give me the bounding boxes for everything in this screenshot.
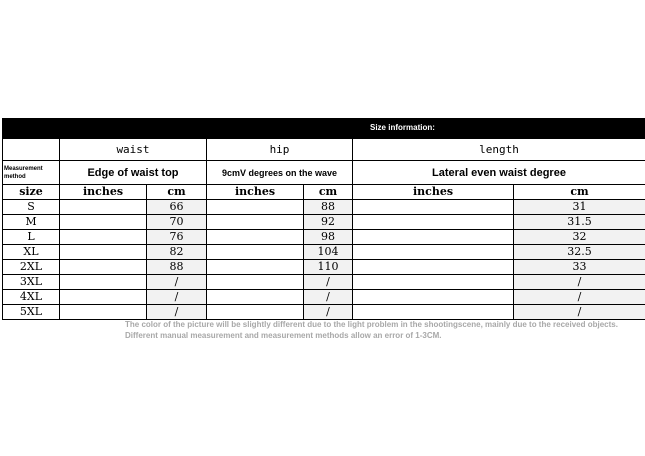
hip-inches-cell: [207, 260, 304, 275]
hip-cm-cell: 104: [304, 245, 353, 260]
length-inches-cell: [353, 215, 514, 230]
length-inches-cell: [353, 275, 514, 290]
subheader-waist-inches: inches: [60, 185, 147, 200]
measurement-method-label: Measurement method: [3, 161, 60, 185]
length-cm-cell: /: [514, 305, 645, 320]
size-info-bar: [2, 118, 645, 138]
method-row: [3, 161, 645, 185]
hip-cm-cell: 92: [304, 215, 353, 230]
table-row: [3, 245, 645, 260]
row-size: 2XL: [3, 260, 60, 275]
method-waist: Edge of waist top: [60, 161, 207, 185]
subheader-size: size: [3, 185, 60, 200]
row-size: XL: [3, 245, 60, 260]
length-inches-cell: [353, 200, 514, 215]
length-cm-cell: 31: [514, 200, 645, 215]
length-cm-cell: /: [514, 290, 645, 305]
hip-cm-cell: 110: [304, 260, 353, 275]
waist-inches-cell: [60, 230, 147, 245]
hip-cm-cell: /: [304, 275, 353, 290]
row-size: L: [3, 230, 60, 245]
waist-cm-cell: 76: [147, 230, 207, 245]
header-hip: hip: [207, 139, 353, 161]
waist-inches-cell: [60, 290, 147, 305]
hip-inches-cell: [207, 230, 304, 245]
row-size: 3XL: [3, 275, 60, 290]
row-size: 4XL: [3, 290, 60, 305]
table-row: [3, 305, 645, 320]
table-row: [3, 230, 645, 245]
table-row: [3, 200, 645, 215]
subheader-length-inches: inches: [353, 185, 514, 200]
length-cm-cell: 32: [514, 230, 645, 245]
subheader-hip-cm: cm: [304, 185, 353, 200]
subheader-row: [3, 185, 645, 200]
waist-inches-cell: [60, 260, 147, 275]
method-length: Lateral even waist degree: [353, 161, 645, 185]
waist-cm-cell: 70: [147, 215, 207, 230]
waist-cm-cell: /: [147, 305, 207, 320]
waist-cm-cell: 88: [147, 260, 207, 275]
waist-inches-cell: [60, 305, 147, 320]
length-inches-cell: [353, 305, 514, 320]
hip-cm-cell: /: [304, 305, 353, 320]
waist-cm-cell: 82: [147, 245, 207, 260]
hip-inches-cell: [207, 290, 304, 305]
subheader-length-cm: cm: [514, 185, 645, 200]
waist-inches-cell: [60, 245, 147, 260]
measurement-disclaimer: The color of the picture will be slightly different due to the light problem in the shootingscene, mainly due to the received objects. Different manual measurement and measurement methods allow an error of 1-3CM.: [125, 320, 618, 340]
waist-inches-cell: [60, 275, 147, 290]
row-size: M: [3, 215, 60, 230]
hip-cm-cell: 98: [304, 230, 353, 245]
hip-inches-cell: [207, 245, 304, 260]
waist-cm-cell: /: [147, 275, 207, 290]
hip-cm-cell: /: [304, 290, 353, 305]
hip-inches-cell: [207, 275, 304, 290]
header-blank-cell: [3, 139, 60, 161]
hip-inches-cell: [207, 305, 304, 320]
header-row: [3, 139, 645, 161]
header-length: length: [353, 139, 645, 161]
hip-inches-cell: [207, 215, 304, 230]
hip-cm-cell: 88: [304, 200, 353, 215]
table-row: [3, 260, 645, 275]
length-inches-cell: [353, 290, 514, 305]
waist-cm-cell: /: [147, 290, 207, 305]
length-inches-cell: [353, 245, 514, 260]
subheader-hip-inches: inches: [207, 185, 304, 200]
length-cm-cell: 31.5: [514, 215, 645, 230]
subheader-waist-cm: cm: [147, 185, 207, 200]
waist-inches-cell: [60, 200, 147, 215]
table-row: [3, 275, 645, 290]
table-row: [3, 215, 645, 230]
length-cm-cell: 33: [514, 260, 645, 275]
waist-inches-cell: [60, 215, 147, 230]
size-table: [2, 138, 645, 320]
length-inches-cell: [353, 230, 514, 245]
length-cm-cell: 32.5: [514, 245, 645, 260]
length-inches-cell: [353, 260, 514, 275]
row-size: 5XL: [3, 305, 60, 320]
size-info-title: Size information:: [370, 123, 435, 132]
hip-inches-cell: [207, 200, 304, 215]
length-cm-cell: /: [514, 275, 645, 290]
table-row: [3, 290, 645, 305]
row-size: S: [3, 200, 60, 215]
waist-cm-cell: 66: [147, 200, 207, 215]
method-hip: 9cmV degrees on the wave: [207, 161, 353, 185]
header-waist: waist: [60, 139, 207, 161]
